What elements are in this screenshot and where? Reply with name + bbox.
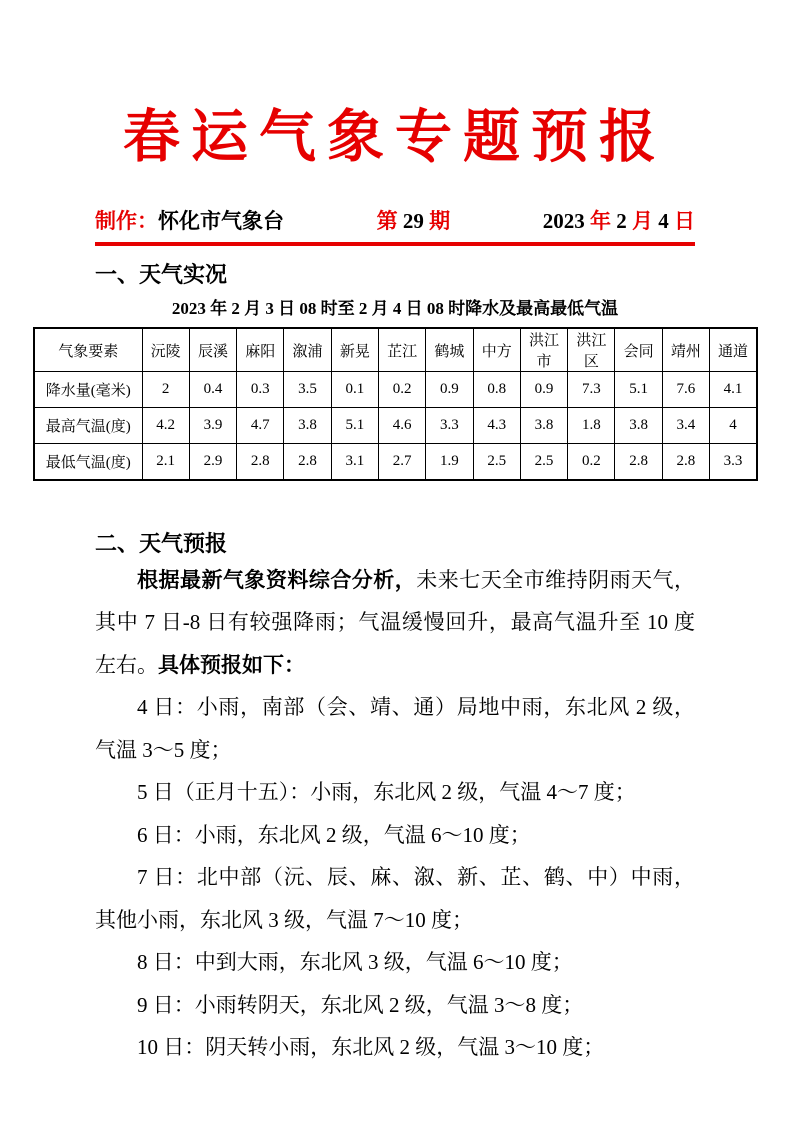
table-cell: 0.9 [426, 372, 473, 408]
table-cell: 4 [710, 408, 757, 444]
table-header-cell: 靖州 [662, 328, 709, 372]
table-header-cell: 沅陵 [142, 328, 189, 372]
table-cell: 4.2 [142, 408, 189, 444]
table-header-row [34, 328, 757, 372]
weather-table-title: 2023 年 2 月 3 日 08 时至 2 月 4 日 08 时降水及最高最低气温 [171, 299, 619, 318]
table-header-cell: 芷江 [378, 328, 425, 372]
table-cell: 5.1 [331, 408, 378, 444]
table-row-precipitation [34, 372, 757, 408]
table-cell: 3.5 [284, 372, 331, 408]
table-cell: 2.5 [473, 444, 520, 480]
table-cell: 2 [142, 372, 189, 408]
table-cell: 3.4 [662, 408, 709, 444]
meta-row [95, 208, 695, 234]
section-1-heading: 一、天气实况 [95, 262, 228, 287]
table-cell: 3.8 [284, 408, 331, 444]
table-header-cell: 会同 [615, 328, 662, 372]
issue-number: 29 [402, 209, 424, 233]
table-cell: 3.3 [426, 408, 473, 444]
forecast-item-day10: 10 日：阴天转小雨，东北风 2 级，气温 3～10 度； [137, 1035, 605, 1059]
table-cell: 2.5 [520, 444, 567, 480]
date-day-label: 日 [674, 209, 695, 233]
issue-prefix: 第 [376, 209, 398, 233]
issue-field [377, 208, 451, 234]
document-title: 春运气象专题预报 [123, 106, 667, 169]
red-divider [95, 242, 695, 246]
date-month: 2 [616, 209, 627, 233]
table-cell: 2.8 [615, 444, 662, 480]
table-cell: 2.8 [662, 444, 709, 480]
table-cell: 3.3 [710, 444, 757, 480]
table-row-min-temp [34, 444, 757, 480]
producer-field [95, 208, 284, 234]
issue-suffix: 期 [429, 209, 451, 233]
table-header-cell: 辰溪 [189, 328, 236, 372]
table-cell: 0.4 [189, 372, 236, 408]
table-cell: 0.1 [331, 372, 378, 408]
date-year-label: 年 [590, 209, 611, 233]
table-cell: 2.9 [189, 444, 236, 480]
table-header-cell: 新晃 [331, 328, 378, 372]
table-row-label: 最高气温(度) [34, 408, 142, 444]
table-cell: 0.2 [568, 444, 615, 480]
table-cell: 1.9 [426, 444, 473, 480]
table-cell: 4.6 [378, 408, 425, 444]
date-day: 4 [658, 209, 669, 233]
forecast-item-day5: 5 日（正月十五）：小雨，东北风 2 级，气温 4～7 度； [137, 780, 636, 804]
table-row-label: 最低气温(度) [34, 444, 142, 480]
table-cell: 3.1 [331, 444, 378, 480]
table-cell: 5.1 [615, 372, 662, 408]
forecast-item-day6: 6 日：小雨，东北风 2 级，气温 6～10 度； [137, 822, 531, 847]
table-header-cell: 溆浦 [284, 328, 331, 372]
table-header-cell: 中方 [473, 328, 520, 372]
forecast-item-day9: 9 日：小雨转阴天，东北风 2 级，气温 3～8 度； [137, 992, 584, 1017]
table-header-cell: 气象要素 [34, 328, 142, 372]
table-header-cell: 通道 [710, 328, 757, 372]
date-field [543, 208, 695, 234]
producer-value: 怀化市气象台 [158, 209, 284, 233]
table-header-cell: 麻阳 [237, 328, 284, 372]
forecast-intro-lead: 根据最新气象资料综合分析， [137, 567, 417, 592]
forecast-intro-body: 未来七天全市维持阴雨天气，其中 7 日-8 日有较强降雨；气温缓慢回升，最高气温升至 10 度左右。 [95, 567, 696, 677]
forecast-item-day7: 7 日：北中部（沅、辰、麻、溆、新、芷、鹤、中）中雨，其他小雨，东北风 3 级，气温 7～10 度； [95, 865, 695, 932]
table-header-cell: 洪江市 [520, 328, 567, 372]
date-month-label: 月 [632, 209, 653, 233]
table-cell: 2.8 [237, 444, 284, 480]
table-cell: 4.7 [237, 408, 284, 444]
table-cell: 0.9 [520, 372, 567, 408]
table-cell: 3.9 [189, 408, 236, 444]
table-cell: 4.3 [473, 408, 520, 444]
forecast-intro-paragraph [95, 559, 695, 687]
weather-table [33, 327, 758, 481]
table-row-label: 降水量(毫米) [34, 372, 142, 408]
forecast-item-day4: 4 日：小雨，南部（会、靖、通）局地中雨，东北风 2 级，气温 3～5 度； [95, 695, 695, 762]
table-row-max-temp [34, 408, 757, 444]
table-header-cell: 洪江区 [568, 328, 615, 372]
table-cell: 2.1 [142, 444, 189, 480]
table-cell: 7.6 [662, 372, 709, 408]
forecast-item-day8: 8 日：中到大雨，东北风 3 级，气温 6～10 度； [137, 950, 573, 974]
table-cell: 0.2 [378, 372, 425, 408]
table-cell: 7.3 [568, 372, 615, 408]
table-cell: 0.3 [237, 372, 284, 408]
forecast-intro-tail: 具体预报如下： [158, 652, 305, 677]
table-cell: 3.8 [615, 408, 662, 444]
table-header-cell: 鹤城 [426, 328, 473, 372]
date-year: 2023 [542, 209, 585, 233]
section-2-heading: 二、天气预报 [95, 530, 228, 556]
table-cell: 2.7 [378, 444, 425, 480]
table-cell: 4.1 [710, 372, 757, 408]
table-cell: 0.8 [473, 372, 520, 408]
table-cell: 2.8 [284, 444, 331, 480]
table-cell: 3.8 [520, 408, 567, 444]
producer-label: 制作： [95, 209, 158, 233]
table-cell: 1.8 [568, 408, 615, 444]
